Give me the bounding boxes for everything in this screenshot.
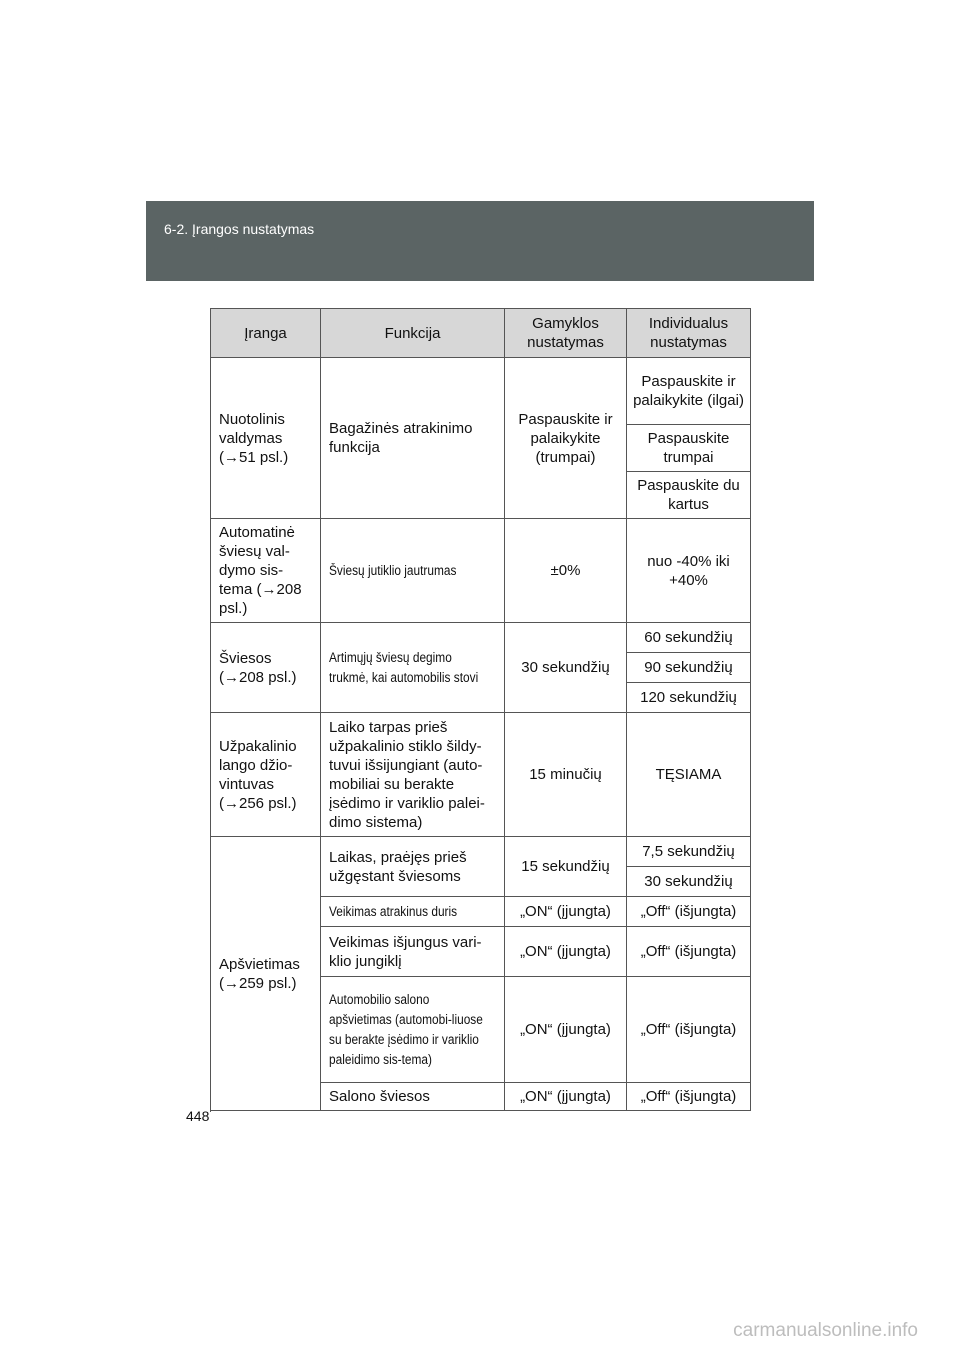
function-cell: Veikimas išjungus vari-klio jungiklį [321,927,505,977]
function-cell: Laiko tarpas prieš užpakalinio stiklo šildy-tuvui išsijungiant (auto-mobiliai su berakte įsėdimo ir variklio palei-dimo sistema) [321,713,505,837]
column-header: Įranga [211,309,321,358]
function-cell [321,519,505,623]
option-cell: TĘSIAMA [627,713,751,837]
table-row [211,519,751,623]
option-cell: „Off“ (išjungta) [627,1083,751,1111]
option-cell: „Off“ (išjungta) [627,897,751,927]
watermark: carmanualsonline.info [733,1320,918,1341]
option-cell: 30 sekundžių [627,867,751,897]
option-cell: Paspauskite trumpai [627,425,751,472]
option-cell: 120 sekundžių [627,683,751,713]
default-cell: ±0% [505,519,627,623]
function-cell [321,623,505,713]
function-text: Artimųjų šviesų degimo trukmė, kai automobilis stovi [329,649,479,685]
option-cell: „Off“ (išjungta) [627,927,751,977]
option-cell: „Off“ (išjungta) [627,977,751,1083]
column-header: Funkcija [321,309,505,358]
default-cell: 15 sekundžių [505,837,627,897]
option-cell: 60 sekundžių [627,623,751,653]
settings-table [210,308,751,1111]
function-cell: Laikas, praėjęs prieš užgęstant šviesoms [321,837,505,897]
default-cell: „ON“ (įjungta) [505,1083,627,1111]
function-cell [321,897,505,927]
default-cell: 30 sekundžių [505,623,627,713]
equipment-cell: Nuotolinis valdymas (→51 psl.) [211,358,321,519]
default-cell: Paspauskite ir palaikykite (trumpai) [505,358,627,519]
section-title: 6-2. Įrangos nustatymas [164,221,315,237]
function-cell [321,977,505,1083]
table-row [211,837,751,867]
option-cell: 90 sekundžių [627,653,751,683]
function-text: Šviesų jutiklio jautrumas [329,563,457,578]
equipment-cell: Šviesos (→208 psl.) [211,623,321,713]
option-cell: Paspauskite du kartus [627,472,751,519]
option-cell: 7,5 sekundžių [627,837,751,867]
column-header: Individualus nustatymas [627,309,751,358]
table-header-row [211,309,751,358]
equipment-cell: Apšvietimas (→259 psl.) [211,837,321,1111]
equipment-cell: Automatinė šviesų val-dymo sis-tema (→208 psl.) [211,519,321,623]
option-cell: nuo -40% iki +40% [627,519,751,623]
column-header: Gamyklos nustatymas [505,309,627,358]
table-row [211,713,751,837]
function-text: Automobilio salono apšvietimas (automobi-liuose su berakte įsėdimo ir variklio paleidimo sis-tema) [329,991,483,1067]
function-cell: Salono šviesos [321,1083,505,1111]
section-header-bar [146,201,814,281]
page-number: 448 [186,1108,210,1124]
function-cell: Bagažinės atrakinimo funkcija [321,358,505,519]
default-cell: 15 minučių [505,713,627,837]
function-text: Veikimas atrakinus duris [329,904,458,919]
default-cell: „ON“ (įjungta) [505,977,627,1083]
default-cell: „ON“ (įjungta) [505,897,627,927]
default-cell: „ON“ (įjungta) [505,927,627,977]
table-row [211,358,751,425]
option-cell: Paspauskite ir palaikykite (ilgai) [627,358,751,425]
table-row [211,623,751,653]
equipment-cell: Užpakalinio lango džio-vintuvas (→256 psl.) [211,713,321,837]
